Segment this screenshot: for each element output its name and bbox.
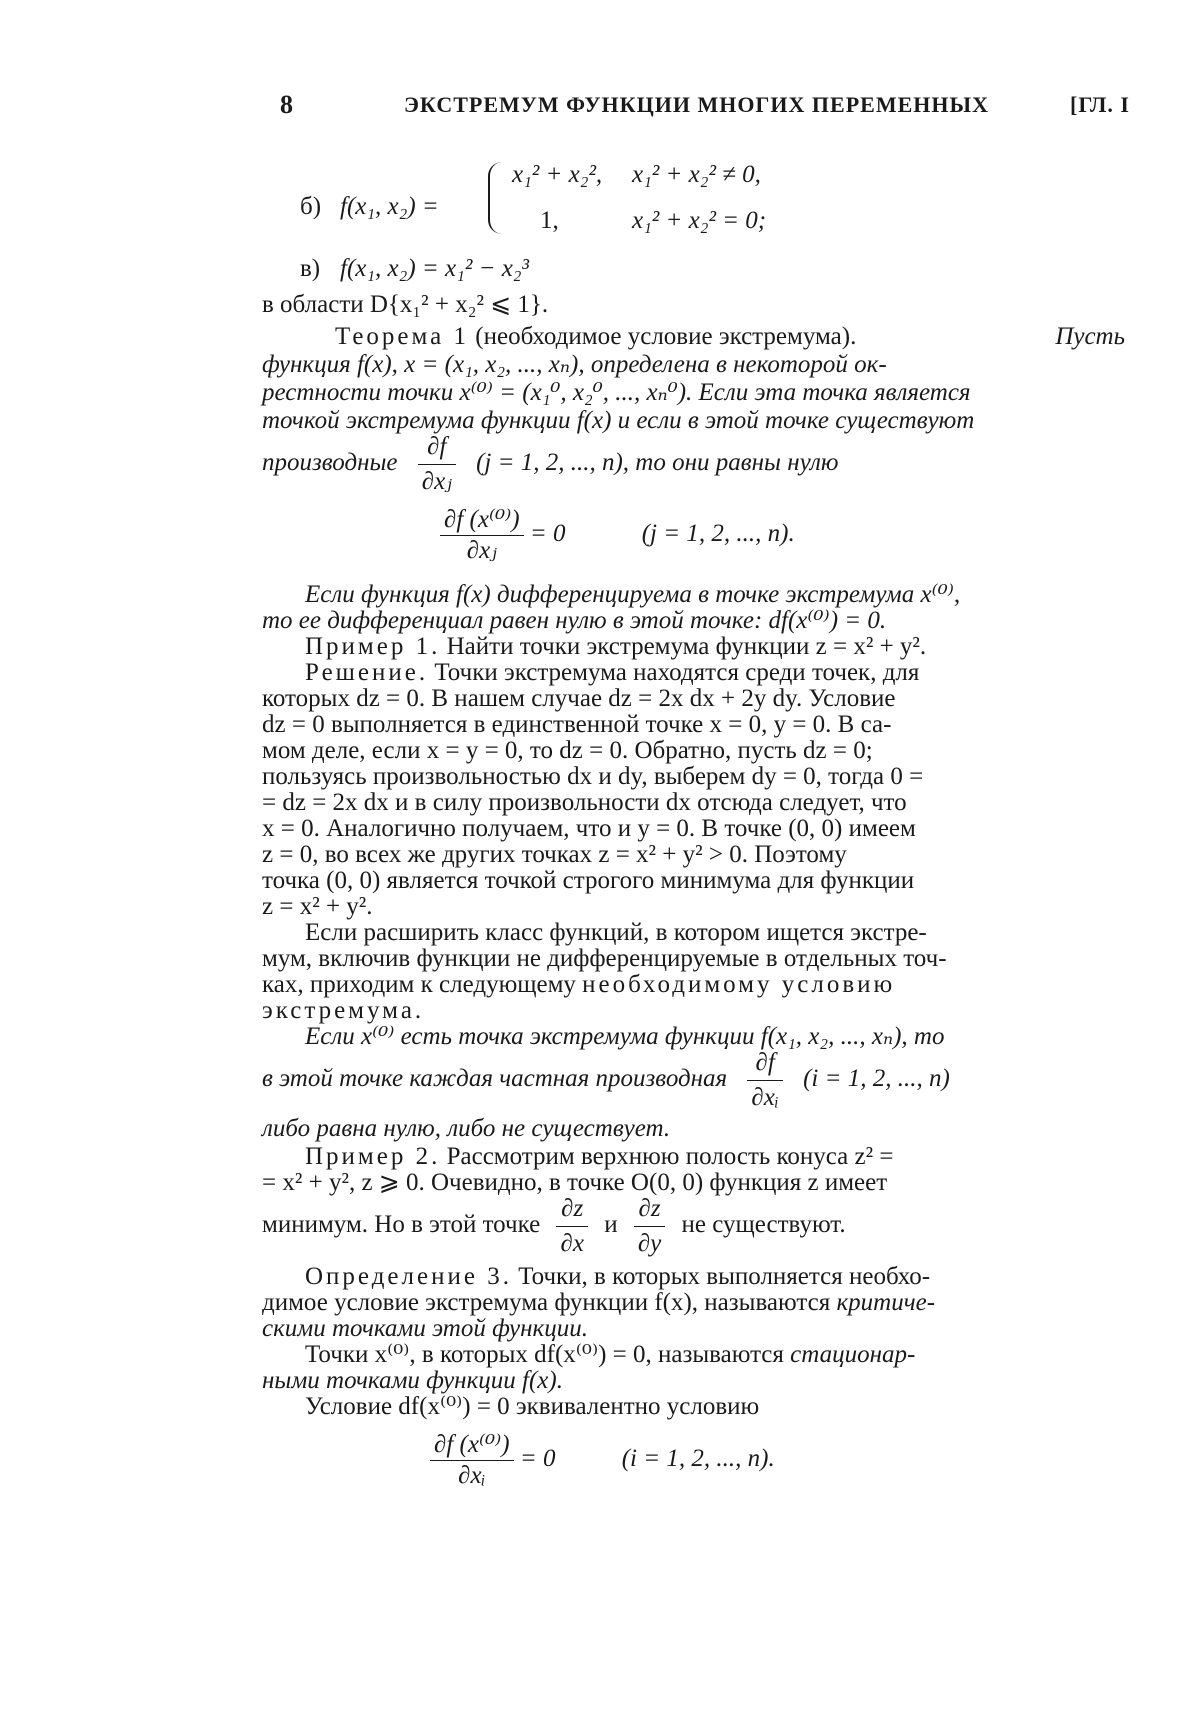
condition-range: (i = 1, 2, ..., n) xyxy=(803,1065,950,1093)
solution-line-3: dz = 0 выполняется в единственной точке x = 0, y = 0. В са- xyxy=(262,711,892,738)
stationary-term: стационар- xyxy=(790,1341,916,1368)
example-2-text-a: минимум. Но в этой точке xyxy=(262,1211,541,1239)
theorem-title: (необходимое условие экстремума). xyxy=(475,323,857,350)
paragraph-differential-2: то ее дифференциал равен нулю в этой точке: df(x⁽⁰⁾) = 0. xyxy=(262,607,887,634)
condition-text: в этой точке каждая частная производная xyxy=(262,1065,728,1093)
stationary-text: Точки x⁽⁰⁾, в которых df(x⁽⁰⁾) = 0, называются xyxy=(305,1341,784,1368)
theorem-line-1 xyxy=(335,322,1125,352)
condition-line-3: либо равна нулю, либо не существует. xyxy=(262,1115,671,1142)
final-equation-range: (i = 1, 2, ..., n). xyxy=(621,1445,775,1473)
dz-dx-denominator: ∂x xyxy=(560,1230,584,1257)
page-number: 8 xyxy=(280,90,294,119)
formula-b-case1-value: x₁² + x₂², xyxy=(512,161,603,188)
condition-line-2 xyxy=(262,1046,1012,1115)
formula-b-case2-value: 1, xyxy=(540,207,559,234)
example-1-text: Найти точки экстремума функции z = x² + y². xyxy=(446,633,927,660)
paragraph-2-text: ках, приходим к следующему xyxy=(262,971,576,998)
equation-rhs: = 0 xyxy=(529,520,566,548)
theorem-line-4: точкой экстремума функции f(x) и если в этой точке существуют xyxy=(262,407,975,434)
theorem-derivatives-tail: (j = 1, 2, ..., n), то они равны нулю xyxy=(476,449,839,477)
stationary-line-2: ными точками функции f(x). xyxy=(262,1367,563,1394)
definition-text-2: димое условие экстремума функции f(x), называются xyxy=(262,1289,831,1316)
dz-dy-fraction xyxy=(634,1192,665,1261)
paragraph-differential-1: Если функция f(x) дифференцируема в точке экстремума x⁽⁰⁾, xyxy=(305,581,961,608)
theorem-line-3: рестности точки x⁽⁰⁾ = (x₁⁰, x₂⁰, ..., xₙ⁰). Если эта точка является xyxy=(262,379,971,406)
dz-dx-fraction xyxy=(556,1192,587,1261)
theorem-lead: Теорема 1 xyxy=(335,323,470,350)
solution-line-8: z = 0, во всех же других точках z = x² + y² > 0. Поэтому xyxy=(262,841,847,868)
solution-line-10: z = x² + y². xyxy=(262,893,373,920)
dz-dx-numerator: ∂z xyxy=(556,1192,587,1227)
example-2-text: Рассмотрим верхнюю полость конуса z² = xyxy=(446,1143,894,1170)
example-1-lead: Пример 1. xyxy=(305,633,441,660)
final-equation-rhs: = 0 xyxy=(519,1445,556,1473)
definition-term: критиче- xyxy=(836,1289,936,1316)
equivalence-line: Условие df(x⁽⁰⁾) = 0 эквивалентно условию xyxy=(305,1393,760,1420)
paragraph-2-spaced-term: необходимому условию xyxy=(582,971,896,998)
formula-b-case2-condition: x₁² + x₂² = 0; xyxy=(632,207,767,234)
formula-b-lhs: f(x₁, x₂) = xyxy=(340,193,439,220)
theorem-line-5 xyxy=(262,430,1012,499)
example-2-lead: Пример 2. xyxy=(305,1143,441,1170)
fraction-denominator: ∂xⱼ xyxy=(421,468,452,495)
theorem-derivatives-word: производные xyxy=(262,449,398,477)
equation-range: (j = 1, 2, ..., n). xyxy=(641,520,795,548)
cases-brace xyxy=(488,162,508,234)
example-2-line-2: = x² + y², z ⩾ 0. Очевидно, в точке O(0, 0) функция z имеет xyxy=(262,1169,888,1196)
formula-b-case1-condition: x₁² + x₂² ≠ 0, xyxy=(632,161,761,188)
solution-line-4: мом деле, если x = y = 0, то dz = 0. Обратно, пусть dz = 0; xyxy=(262,737,873,764)
solution-line-9: точка (0, 0) является точкой строгого минимума для функции xyxy=(262,867,915,894)
condition-fraction xyxy=(747,1046,782,1115)
paragraph-2-line-4: экстремума. xyxy=(262,997,425,1024)
example-2-and: и xyxy=(604,1211,618,1239)
running-header xyxy=(280,90,1130,120)
example-2-text-b: не существуют. xyxy=(681,1211,846,1239)
formula-v-label: в) xyxy=(300,255,321,282)
formula-b-label: б) xyxy=(300,193,322,220)
chapter-label: [ГЛ. I xyxy=(1070,92,1130,117)
solution-line-6: = dz = 2x dx и в силу произвольности dx отсюда следует, что xyxy=(262,789,907,816)
solution-text: Точки экстремума находятся среди точек, для xyxy=(434,659,920,686)
condition-denominator: ∂xᵢ xyxy=(751,1084,779,1111)
partial-derivative-fraction xyxy=(418,430,456,499)
solution-lead: Решение. xyxy=(305,659,429,686)
equation-fraction xyxy=(440,505,524,566)
equation-denominator: ∂xⱼ xyxy=(466,537,497,564)
paragraph-2-line-1: Если расширить класс функций, в котором ищется экстре- xyxy=(305,919,927,946)
theorem-equation xyxy=(440,505,795,566)
theorem-text: Пусть xyxy=(1055,323,1125,350)
solution-line-7: x = 0. Аналогично получаем, что и y = 0. В точке (0, 0) имеем xyxy=(262,815,916,842)
final-equation xyxy=(430,1430,775,1491)
running-title: ЭКСТРЕМУМ ФУНКЦИИ МНОГИХ ПЕРЕМЕННЫХ xyxy=(404,92,989,117)
dz-dy-denominator: ∂y xyxy=(637,1230,662,1257)
definition-lead: Определение 3. xyxy=(305,1263,512,1290)
definition-text: Точки, в которых выполняется необхо- xyxy=(518,1263,931,1290)
condition-line-1: Если x⁽⁰⁾ есть точка экстремума функции f(x₁, x₂, ..., xₙ), то xyxy=(305,1023,945,1050)
theorem-line-2: функция f(x), x = (x₁, x₂, ..., xₙ), определена в некоторой ок- xyxy=(262,351,887,378)
dz-dy-numerator: ∂z xyxy=(634,1192,665,1227)
definition-line-3: скими точками этой функции. xyxy=(262,1315,588,1342)
final-equation-numerator: ∂f (x⁽⁰⁾) xyxy=(430,1430,514,1461)
formula-region: в области D{x₁² + x₂² ⩽ 1}. xyxy=(262,291,549,318)
formula-v-expression: f(x₁, x₂) = x₁² − x₂³ xyxy=(340,255,529,282)
fraction-numerator: ∂f xyxy=(418,430,456,465)
solution-line-2: которых dz = 0. В нашем случае dz = 2x dx + 2y dy. Условие xyxy=(262,685,896,712)
example-2-line-3 xyxy=(262,1192,1012,1261)
final-equation-denominator: ∂xᵢ xyxy=(458,1462,486,1489)
paragraph-2-line-2: мум, включив функции не дифференцируемые в отдельных точ- xyxy=(262,945,947,972)
final-equation-fraction xyxy=(430,1430,514,1491)
equation-numerator: ∂f (x⁽⁰⁾) xyxy=(440,505,524,536)
solution-line-5: пользуясь произвольностью dx и dy, выберем dy = 0, тогда 0 = xyxy=(262,763,924,790)
condition-numerator: ∂f xyxy=(747,1046,782,1081)
